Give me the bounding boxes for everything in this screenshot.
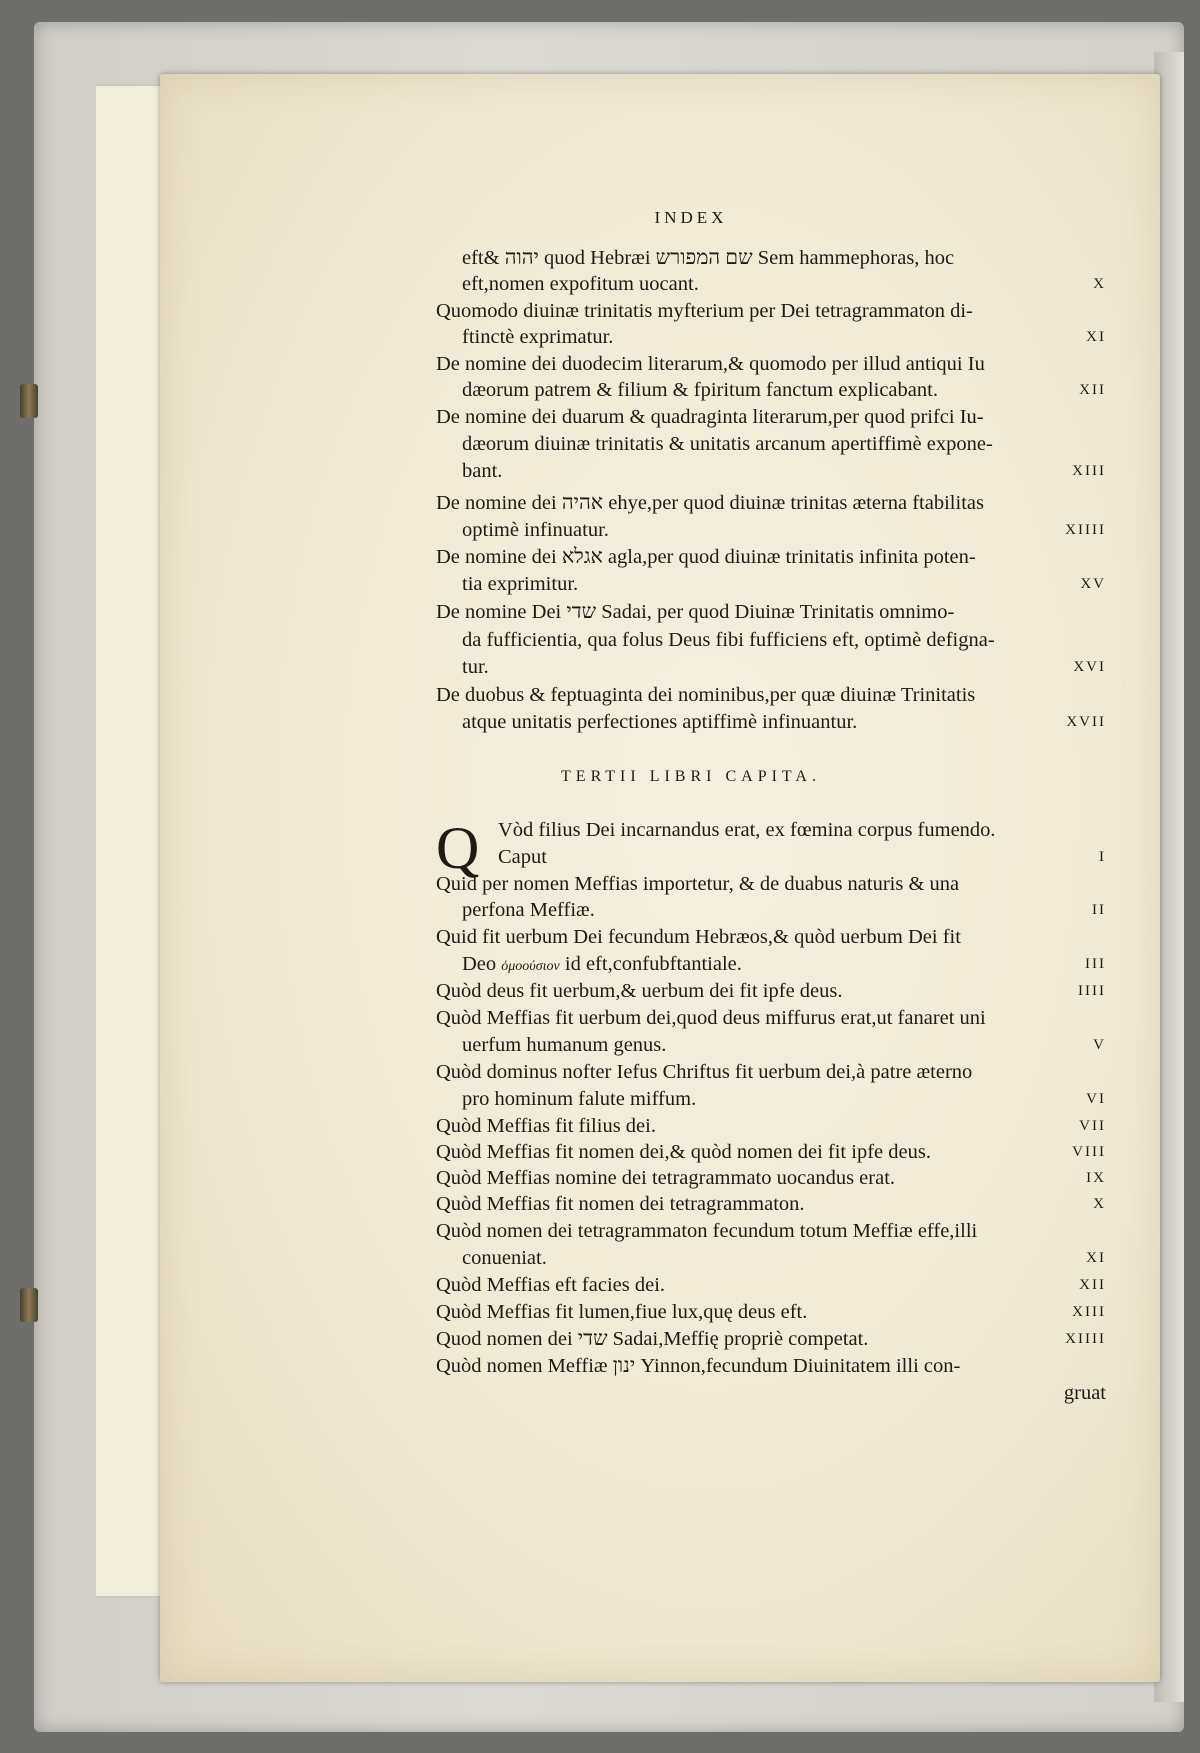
chapter-number: V — [1093, 1037, 1106, 1053]
chapter-number: I — [1099, 849, 1106, 865]
index-line: De duobus & feptuaginta dei nominibus,per quæ diuinæ Trinitatis — [436, 684, 976, 706]
chapter-line: Quid fit uerbum Dei fecundum Hebræos,& quòd uerbum Dei fit — [436, 926, 961, 948]
chapter-number: XII — [1079, 1277, 1106, 1293]
chapter-line: Quòd Meffias fit nomen dei,& quòd nomen dei fit ipfe deus. VIII — [436, 1141, 1106, 1163]
chapter-number: III — [1085, 956, 1106, 972]
chapter-line: Quòd dominus nofter Iefus Chriftus fit uerbum dei,à patre æterno — [436, 1061, 973, 1083]
chapter-number: XIIII — [1065, 522, 1106, 538]
chapter-number: XV — [1080, 576, 1106, 592]
index-line: eft& יהוה quod Hebræi שם המפורש Sem hammephoras, hoc — [462, 247, 955, 269]
chapter-number: XI — [1086, 329, 1106, 345]
chapter-number: VIII — [1072, 1144, 1106, 1160]
index-line: tia exprimitur. XV — [462, 573, 1106, 595]
chapter-number: VI — [1086, 1091, 1106, 1107]
running-head: INDEX — [654, 208, 728, 227]
index-line: atque unitatis perfectiones aptiffimè infinuantur. XVII — [462, 711, 1106, 733]
index-line: De nomine dei duarum & quadraginta literarum,per quod prifci Iu- — [436, 406, 984, 428]
index-line: De nomine Dei שדי Sadai, per quod Diuinæ Trinitatis omnimo- — [436, 601, 955, 623]
chapter-number: IIII — [1078, 983, 1106, 999]
chapter-line: perfona Meffiæ. II — [462, 899, 1106, 921]
clasp-lower — [20, 1288, 38, 1322]
chapter-line: Quòd Meffias fit nomen dei tetragrammaton. X — [436, 1193, 1106, 1215]
chapter-line: Quòd Meffias fit uerbum dei,quod deus miffurus erat,ut fanaret uni — [436, 1007, 986, 1029]
chapter-line: Quòd deus fit uerbum,& uerbum dei fit ipfe deus. IIII — [436, 980, 1106, 1002]
chapter-number: XVII — [1066, 714, 1106, 730]
chapter-number: VII — [1079, 1118, 1106, 1134]
chapter-line: Quid per nomen Meffias importetur, & de duabus naturis & una — [436, 873, 960, 895]
index-line: ftinctè exprimatur. XI — [462, 326, 1106, 348]
index-line: optimè infinuatur. XIIII — [462, 519, 1106, 541]
chapter-number: XIII — [1072, 463, 1106, 479]
index-line: De nomine dei אגלא agla,per quod diuinæ trinitatis infinita poten- — [436, 546, 976, 568]
drop-capital: Q — [436, 815, 480, 881]
index-line: dæorum patrem & filium & fpiritum fanctum explicabant. XII — [462, 379, 1106, 401]
chapter-number: XIII — [1072, 1304, 1106, 1320]
chapter-number: IX — [1086, 1170, 1106, 1186]
chapter-number: II — [1092, 902, 1106, 918]
clasp-upper — [20, 384, 38, 418]
chapter-number: XIIII — [1065, 1331, 1106, 1347]
index-line: Quomodo diuinæ trinitatis myfterium per Dei tetragrammaton di- — [436, 300, 973, 322]
index-line: tur. XVI — [462, 656, 1106, 678]
chapter-number: X — [1093, 1196, 1106, 1212]
index-line: De nomine dei אהיה ehye,per quod diuinæ trinitas æterna ftabilitas — [436, 492, 984, 514]
chapter-line: conueniat. XI — [462, 1247, 1106, 1269]
index-line: da fufficientia, qua folus Deus fibi fufficiens eft, optimè defigna- — [462, 629, 995, 651]
chapter-line: Deo ὁμοούσιον id eft,confubftantiale. III — [462, 953, 1106, 975]
chapter-line: uerfum humanum genus. V — [462, 1034, 1106, 1056]
index-line: dæorum diuinæ trinitatis & unitatis arcanum apertiffimè expone- — [462, 433, 993, 455]
chapter-line: pro hominum falute miffum. VI — [462, 1088, 1106, 1110]
chapter-number: X — [1093, 276, 1106, 292]
chapter-line: Quòd Meffias eft facies dei. XII — [436, 1274, 1106, 1296]
section-title: TERTII LIBRI CAPITA. — [561, 768, 821, 785]
index-line: bant. XIII — [462, 460, 1106, 482]
chapter-line: Caput I — [498, 846, 1106, 868]
chapter-line: Quòd Meffias fit filius dei. VII — [436, 1115, 1106, 1137]
chapter-number: XVI — [1073, 659, 1106, 675]
chapter-line: Quòd nomen dei tetragrammaton fecundum totum Meffiæ effe,illi — [436, 1220, 978, 1242]
index-line: eft,nomen expofitum uocant. X — [462, 273, 1106, 295]
chapter-line: Vòd filius Dei incarnandus erat, ex fœmina corpus fumendo. — [498, 819, 996, 841]
chapter-number: XI — [1086, 1250, 1106, 1266]
chapter-line: Quòd Meffias fit lumen,fiue lux,quę deus eft. XIII — [436, 1301, 1106, 1323]
catchword: gruat — [1063, 1382, 1106, 1404]
chapter-line: Quòd nomen Meffiæ ינון Yinnon,fecundum Diuinitatem illi con- — [436, 1355, 961, 1377]
chapter-line: Quòd Meffias nomine dei tetragrammato uocandus erat. IX — [436, 1167, 1106, 1189]
index-line: De nomine dei duodecim literarum,& quomodo per illud antiqui Iu — [436, 353, 985, 375]
chapter-line: Quod nomen dei שדי Sadai,Meffię propriè competat. XIIII — [436, 1328, 1106, 1350]
greek-word: ὁμοούσιον — [501, 959, 560, 974]
chapter-number: XII — [1079, 382, 1106, 398]
